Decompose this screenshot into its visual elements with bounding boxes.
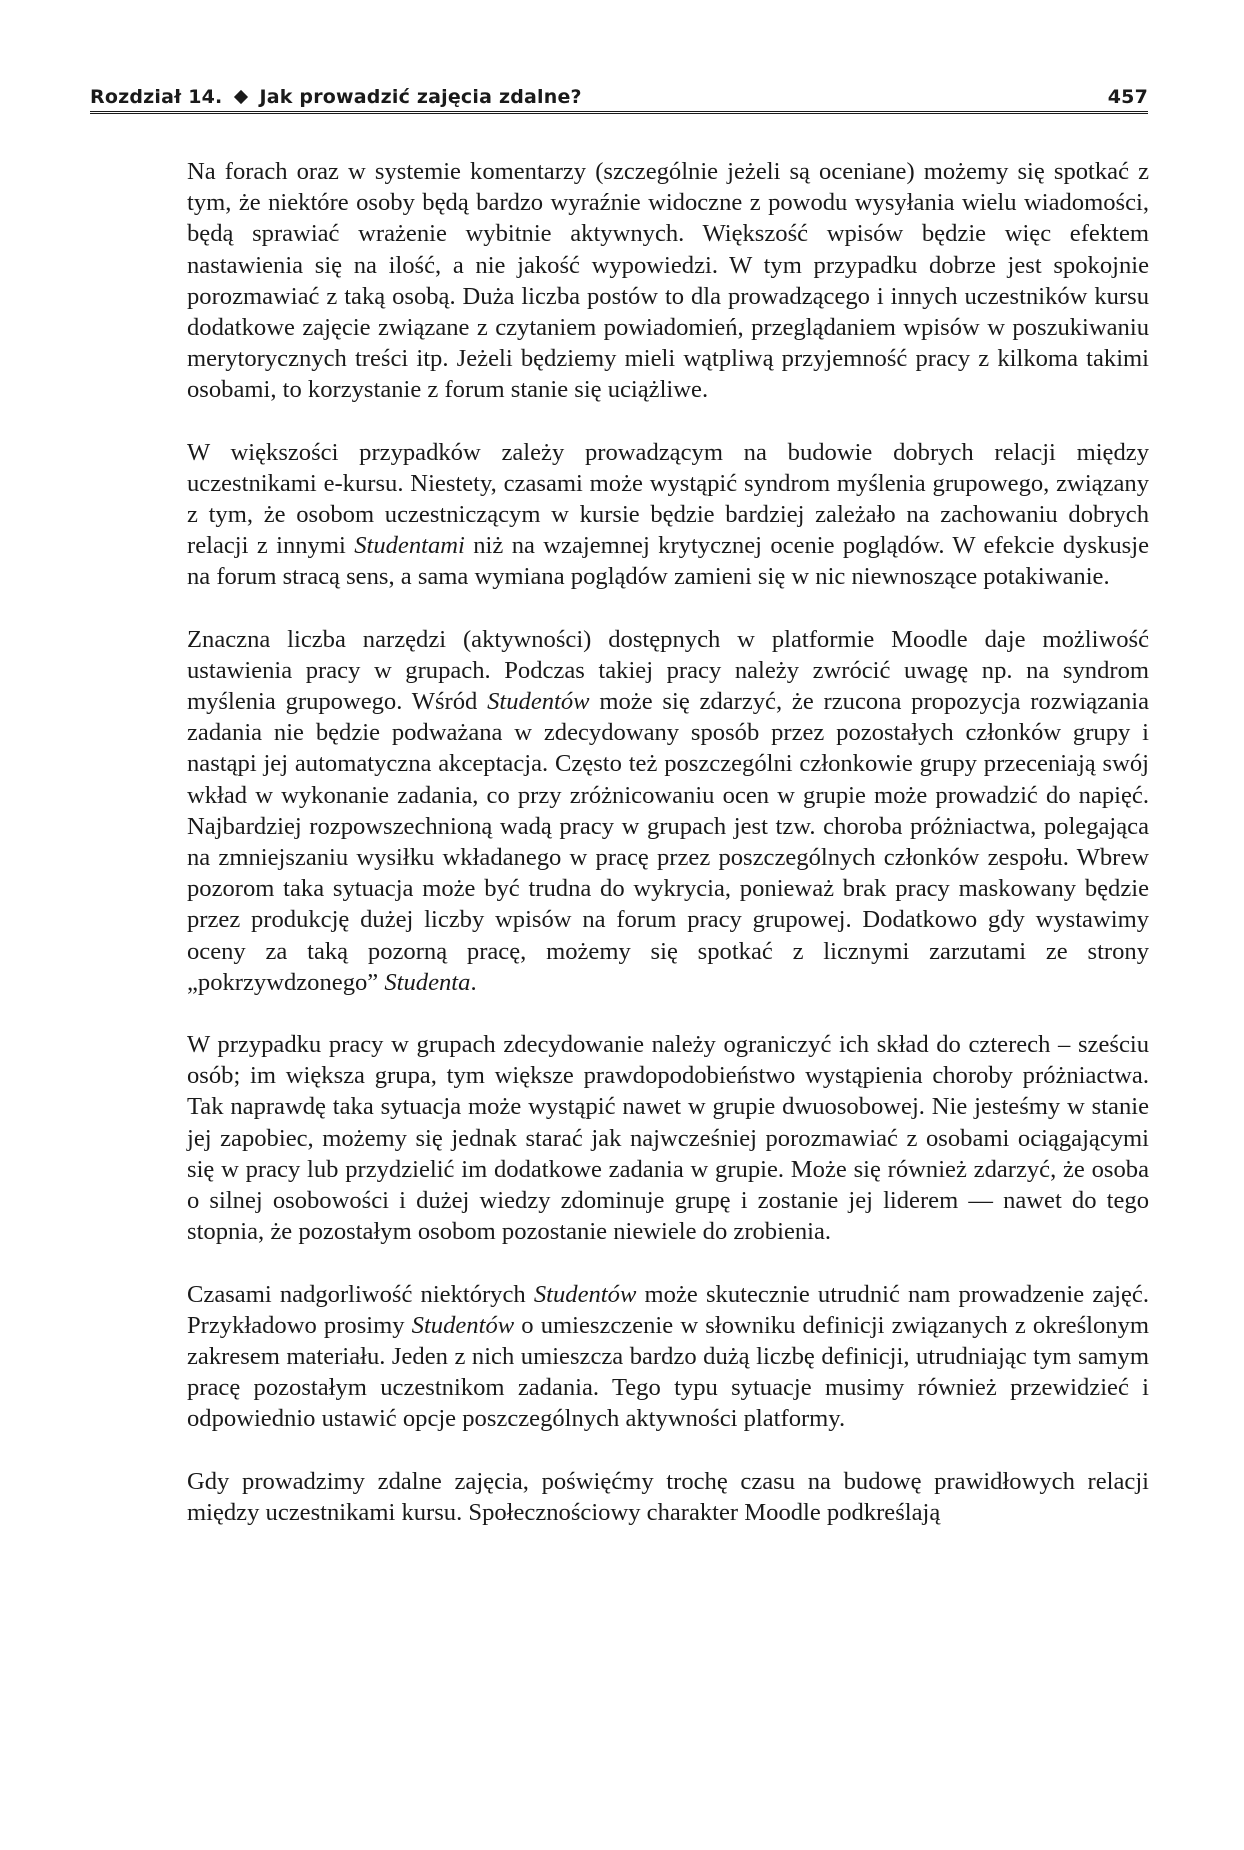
- text-run: o umieszczenie w słowniku definicji związanych z określonym zakresem materiału. Jeden z nich umieszcza bardzo dużą liczbę definicji, utrudniając tym samym pracę pozostałym uczestnikom zadania. Tego typu sytuacje musimy również przewidzieć i odpowiednio ustawić opcje poszczególnych aktywności platformy.: [187, 1311, 1149, 1433]
- italic-term: Studentami: [354, 532, 465, 560]
- diamond-icon: [234, 90, 248, 104]
- paragraph: [187, 437, 1149, 593]
- paragraph: [187, 1029, 1149, 1247]
- text-run: Znaczna liczba narzędzi (aktywności) dostępnych w platformie Moodle daje możliwość ustawienia pracy w grupach. Podczas takiej pracy należy zwrócić uwagę np. na syndrom myślenia grupowego. Wśród: [187, 625, 1149, 716]
- italic-term: Studentów: [487, 688, 590, 716]
- text-run: Czasami nadgorliwość niektórych: [187, 1280, 534, 1308]
- italic-term: Studenta: [384, 968, 471, 996]
- paragraph: [187, 1279, 1149, 1435]
- text-run: może skutecznie utrudnić nam prowadzenie zajęć. Przykładowo prosimy: [187, 1280, 1149, 1339]
- header-rule: [90, 111, 1148, 114]
- text-run: W przypadku pracy w grupach zdecydowanie należy ograniczyć ich skład do czterech – sześciu osób; im większa grupa, tym większe prawdopodobieństwo wystąpienia choroby próżniactwa. Tak naprawdę taka sytuacja może wystąpić nawet w grupie dwuosobowej. Nie jesteśmy w stanie jej zapobiec, możemy się jednak starać jak najwcześniej porozmawiać z osobami ociągającymi się w pracy lub przydzielić im dodatkowe zadania w grupie. Może się również zdarzyć, że osoba o silnej osobowości i dużej wiedzy zdominuje grupę i zostanie jej liderem — nawet do tego stopnia, że pozostałym osobom pozostanie niewiele do zrobienia.: [187, 1031, 1149, 1246]
- italic-term: Studentów: [411, 1311, 515, 1339]
- chapter-heading: [90, 86, 582, 108]
- paragraph: [187, 156, 1149, 406]
- text-run: może się zdarzyć, że rzucona propozycja rozwiązania zadania nie będzie podważana w zdecydowany sposób przez pozostałych członków grupy i nastąpi jej automatyczna akceptacja. Często też poszczególni członkowie grupy przeceniają swój wkład w wykonanie zadania, co przy zróżnicowaniu ocen w grupie może prowadzić do napięć. Najbardziej rozpowszechnioną wadą pracy w grupach jest tzw. choroba próżniactwa, polegająca na zmniejszaniu wysiłku wkładanego w pracę przez poszczególnych członków zespołu. Wbrew pozorom taka sytuacja może być trudna do wykrycia, ponieważ brak pracy maskowany będzie przez produkcję dużej liczby wpisów na forum pracy grupowej. Dodatkowo gdy wystawimy oceny za taką pozorną pracę, możemy się spotkać z licznymi zarzutami ze strony „pokrzywdzonego”: [187, 688, 1149, 996]
- chapter-label: Rozdział 14.: [90, 86, 223, 108]
- text-run: Na forach oraz w systemie komentarzy (szczególnie jeżeli są oceniane) możemy się spotkać z tym, że niektóre osoby będą bardzo wyraźnie widoczne z powodu wysyłania wielu wiadomości, będą sprawiać wrażenie wybitnie aktywnych. Większość wpisów będzie więc efektem nastawienia się na ilość, a nie jakość wypowiedzi. W tym przypadku dobrze jest spokojnie porozmawiać z taką osobą. Duża liczba postów to dla prowadzącego i innych uczestników kursu dodatkowe zajęcie związane z czytaniem powiadomień, przeglądaniem wpisów w poszukiwaniu merytorycznych treści itp. Jeżeli będziemy mieli wątpliwą przyjemność pracy z kilkoma takimi osobami, to korzystanie z forum stanie się uciążliwe.: [187, 158, 1149, 404]
- paragraph: [187, 1466, 1149, 1528]
- text-run: Gdy prowadzimy zdalne zajęcia, poświęćmy trochę czasu na budowę prawidłowych relacji między uczestnikami kursu. Społecznościowy charakter Moodle podkreślają: [187, 1467, 1149, 1526]
- text-run: niż na wzajemnej krytycznej ocenie poglądów. W efekcie dyskusje na forum stracą sens, a sama wymiana poglądów zamieni się w nic niewnoszące potakiwanie.: [187, 532, 1150, 591]
- paragraph: [187, 624, 1149, 998]
- italic-term: Studentów: [533, 1280, 637, 1308]
- running-header: [90, 78, 1148, 108]
- text-run: .: [470, 968, 477, 996]
- body-text: [187, 156, 1149, 1559]
- text-run: W większości przypadków zależy prowadzącym na budowie dobrych relacji między uczestnikami e-kursu. Niestety, czasami może wystąpić syndrom myślenia grupowego, związany z tym, że osobom uczestniczącym w kursie będzie bardziej zależało na zachowaniu dobrych relacji z innymi: [187, 438, 1149, 560]
- chapter-title: Jak prowadzić zajęcia zdalne?: [259, 86, 582, 108]
- page-number: 457: [1107, 86, 1148, 108]
